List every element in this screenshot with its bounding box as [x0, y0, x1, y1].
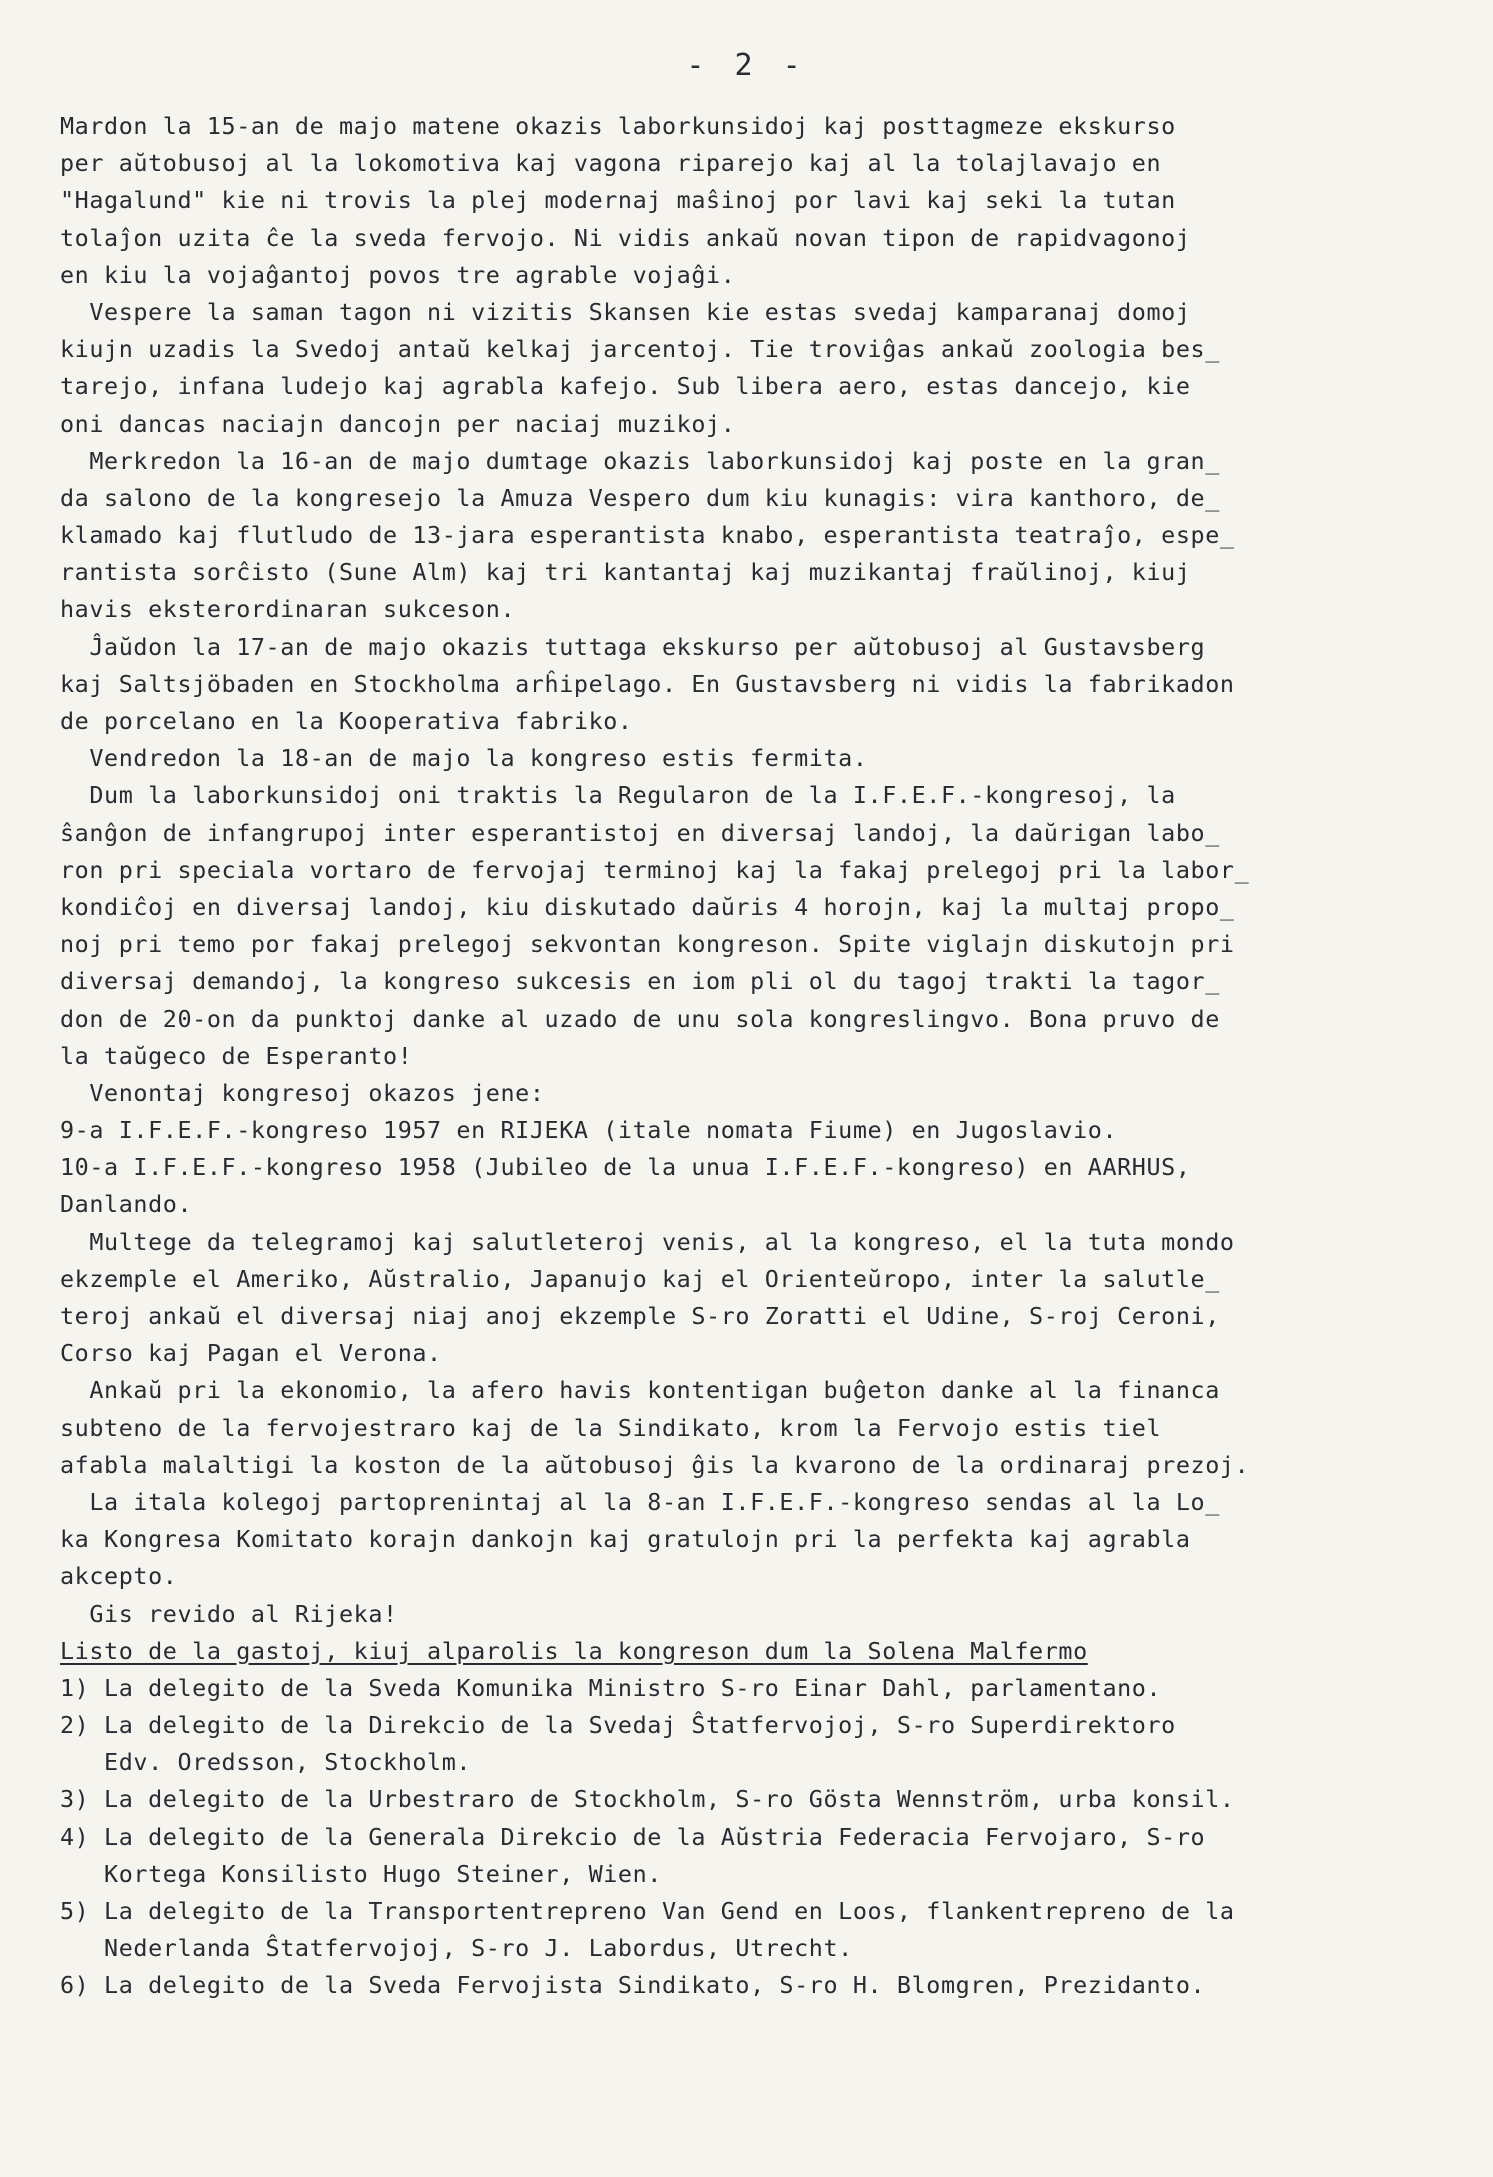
- text-line: Ankaŭ pri la ekonomio, la afero havis kontentigan buĝeton danke al la financa: [60, 1376, 1220, 1405]
- text-line: per aŭtobusoj al la lokomotiva kaj vagona riparejo kaj al la tolajlavajo en: [60, 149, 1162, 178]
- text-line: tolaĵon uzita ĉe la sveda fervojo. Ni vidis ankaŭ novan tipon de rapidvagonoj: [60, 223, 1191, 252]
- text-line: Gis revido al Rijeka!: [60, 1599, 398, 1628]
- text-line: ŝanĝon de infangrupoj inter esperantistoj en diversaj landoj, la daŭrigan labo_: [60, 818, 1220, 847]
- text-line: teroj ankaŭ el diversaj niaj anoj ekzemple S-ro Zoratti el Udine, S-roj Ceroni,: [60, 1302, 1220, 1330]
- text-line: La itala kolegoj partoprenintaj al la 8-an I.F.E.F.-kongreso sendas al la Lo_: [60, 1487, 1220, 1516]
- text-line: Nederlanda Ŝtatfervojoj, S-ro J. Labordus, Utrecht.: [60, 1934, 853, 1963]
- text-line: Danlando.: [60, 1190, 193, 1219]
- text-line: rantista sorĉisto (Sune Alm) kaj tri kantantaj kaj muzikantaj fraŭlinoj, kiuj: [60, 558, 1191, 587]
- text-line: Corso kaj Pagan el Verona.: [60, 1339, 442, 1368]
- text-line: ka Kongresa Komitato korajn dankojn kaj gratulojn pri la perfekta kaj agrabla: [60, 1525, 1191, 1554]
- text-line: Dum la laborkunsidoj oni traktis la Regularon de la I.F.E.F.-kongresoj, la: [60, 781, 1176, 810]
- text-line: Vespere la saman tagon ni vizitis Skansen kie estas svedaj kamparanaj domoj: [60, 297, 1191, 326]
- text-line: don de 20-on da punktoj danke al uzado de unu sola kongreslingvo. Bona pruvo de: [60, 1004, 1220, 1033]
- text-line: afabla malaltigi la koston de la aŭtobusoj ĝis la kvarono de la ordinaraj prezoj.: [60, 1450, 1250, 1479]
- text-line: Kortega Konsilisto Hugo Steiner, Wien.: [60, 1859, 662, 1888]
- text-line: "Hagalund" kie ni trovis la plej modernaj maŝinoj por lavi kaj seki la tutan: [60, 186, 1176, 215]
- text-line: Merkredon la 16-an de majo dumtage okazis laborkunsidoj kaj poste en la gran_: [60, 446, 1220, 475]
- text-line: 6) La delegito de la Sveda Fervojista Sindikato, S-ro H. Blomgren, Prezidanto.: [60, 1971, 1206, 2000]
- guest-list-heading: Listo de la gastoj, kiuj alparolis la kongreson dum la Solena Malfermo: [60, 1636, 1088, 1665]
- text-line: 3) La delegito de la Urbestraro de Stockholm, S-ro Gösta Wennström, urba konsil.: [60, 1785, 1235, 1814]
- text-line: Multege da telegramoj kaj salutleteroj venis, al la kongreso, el la tuta mondo: [60, 1227, 1235, 1256]
- text-line: kaj Saltsjöbaden en Stockholma arĥipelago. En Gustavsberg ni vidis la fabrikadon: [60, 669, 1235, 698]
- text-line: da salono de la kongresejo la Amuza Vespero dum kiu kunagis: vira kanthoro, de_: [60, 483, 1220, 512]
- text-line: 9-a I.F.E.F.-kongreso 1957 en RIJEKA (itale nomata Fiume) en Jugoslavio.: [60, 1116, 1118, 1145]
- text-line: kiujn uzadis la Svedoj antaŭ kelkaj jarcentoj. Tie troviĝas ankaŭ zoologia bes_: [60, 335, 1220, 364]
- text-line: 1) La delegito de la Sveda Komunika Ministro S-ro Einar Dahl, parlamentano.: [60, 1673, 1162, 1702]
- text-line: 5) La delegito de la Transportentrepreno Van Gend en Loos, flankentrepreno de la: [60, 1897, 1235, 1925]
- text-line: kondiĉoj en diversaj landoj, kiu diskutado daŭris 4 horojn, kaj la multaj propo_: [60, 892, 1235, 921]
- text-line: Venontaj kongresoj okazos jene:: [60, 1078, 545, 1107]
- text-line: Edv. Oredsson, Stockholm.: [60, 1748, 472, 1777]
- body-text: [60, 108, 1450, 2005]
- text-line: Ĵaŭdon la 17-an de majo okazis tuttaga ekskurso per aŭtobusoj al Gustavsberg: [60, 632, 1206, 661]
- text-line: en kiu la vojaĝantoj povos tre agrable vojaĝi.: [60, 260, 736, 289]
- page-number: - 2 -: [686, 48, 807, 83]
- text-line: noj pri temo por fakaj prelegoj sekvontan kongreson. Spite viglajn diskutojn pri: [60, 930, 1235, 959]
- text-line: 4) La delegito de la Generala Direkcio de la Aŭstria Federacia Fervojaro, S-ro: [60, 1822, 1206, 1851]
- text-line: havis eksterordinaran sukceson.: [60, 595, 516, 624]
- text-line: klamado kaj flutludo de 13-jara esperantista knabo, esperantista teatraĵo, espe_: [60, 521, 1235, 550]
- text-line: tarejo, infana ludejo kaj agrabla kafejo. Sub libera aero, estas dancejo, kie: [60, 372, 1191, 401]
- text-line: diversaj demandoj, la kongreso sukcesis en iom pli ol du tagoj trakti la tagor_: [60, 967, 1220, 996]
- text-line: 2) La delegito de la Direkcio de la Svedaj Ŝtatfervojoj, S-ro Superdirektoro: [60, 1711, 1176, 1740]
- text-line: 10-a I.F.E.F.-kongreso 1958 (Jubileo de la unua I.F.E.F.-kongreso) en AARHUS,: [60, 1153, 1191, 1182]
- text-line: ekzemple el Ameriko, Aŭstralio, Japanujo kaj el Orienteŭropo, inter la salutle_: [60, 1264, 1220, 1293]
- text-line: akcepto.: [60, 1562, 178, 1591]
- text-line: Vendredon la 18-an de majo la kongreso estis fermita.: [60, 744, 868, 773]
- text-line: oni dancas naciajn dancojn per naciaj muzikoj.: [60, 409, 736, 438]
- text-line: ron pri speciala vortaro de fervojaj terminoj kaj la fakaj prelegoj pri la labor_: [60, 855, 1250, 884]
- text-line: subteno de la fervojestraro kaj de la Sindikato, krom la Fervojo estis tiel: [60, 1413, 1162, 1442]
- text-line: Mardon la 15-an de majo matene okazis laborkunsidoj kaj posttagmeze ekskurso: [60, 112, 1176, 140]
- text-line: de porcelano en la Kooperativa fabriko.: [60, 707, 633, 735]
- text-line: la taŭgeco de Esperanto!: [60, 1041, 413, 1070]
